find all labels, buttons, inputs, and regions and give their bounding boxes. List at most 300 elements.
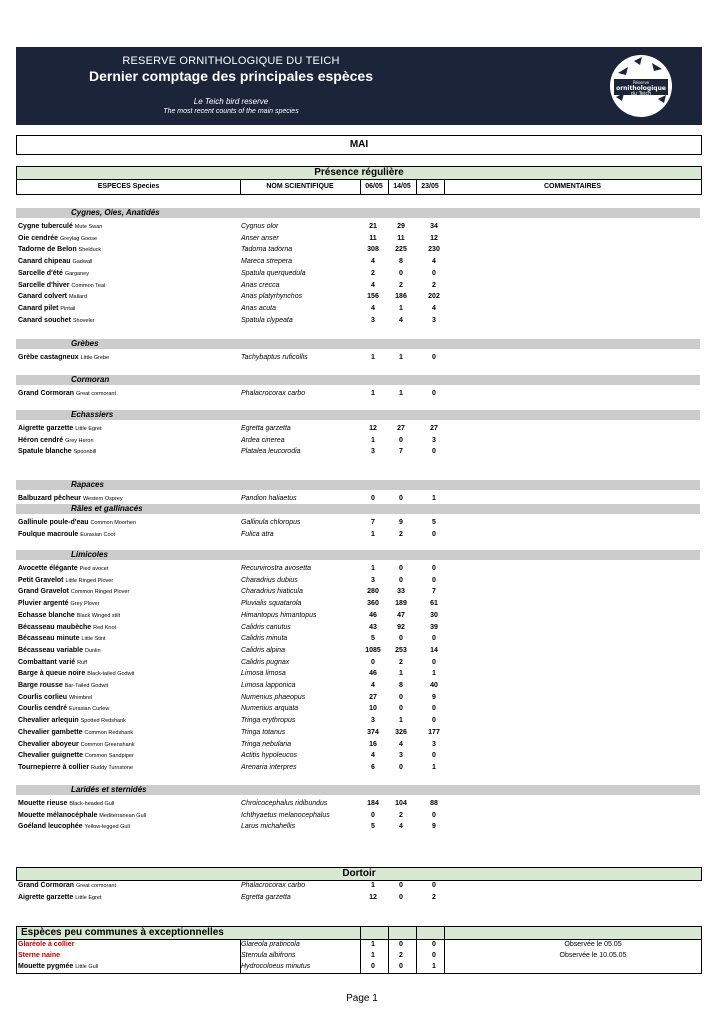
- table-row: [16, 517, 700, 528]
- common-name: Oie cendrée Greylag Goose: [18, 234, 98, 242]
- count-23-05: 202: [428, 293, 440, 301]
- count-23-05: 1: [432, 763, 436, 771]
- count-23-05: 9: [432, 823, 436, 831]
- table-row: [16, 950, 700, 961]
- count-14-05: 1: [399, 717, 403, 725]
- count-06-05: 0: [371, 495, 375, 502]
- english-name: Mediterranean Gull: [99, 812, 147, 819]
- count-23-05: 3: [432, 740, 436, 748]
- count-06-05: 5: [371, 823, 375, 831]
- english-name: Great cormorant: [75, 391, 116, 397]
- count-06-05: 156: [367, 293, 379, 301]
- count-23-05: 1: [432, 495, 436, 502]
- scientific-name: Glareola pratincola: [241, 941, 300, 948]
- count-23-05: 88: [430, 800, 438, 807]
- col-comments: COMMENTAIRES: [543, 183, 602, 190]
- scientific-name: Calidris pugnax: [241, 658, 290, 666]
- scientific-name: Actitis hypoleucos: [241, 752, 298, 760]
- count-06-05: 43: [369, 623, 377, 631]
- english-name: Black-headed Gull: [69, 801, 115, 807]
- table-row: [16, 563, 700, 574]
- count-14-05: 0: [399, 495, 403, 502]
- reserve-logo: [608, 53, 674, 119]
- count-23-05: 3: [432, 436, 436, 444]
- scientific-name: Cygnus olor: [241, 223, 279, 230]
- count-06-05: 0: [371, 658, 375, 666]
- count-06-05: 0: [371, 963, 375, 970]
- scientific-name: Tachybaptus ruficollis: [241, 354, 308, 361]
- count-23-05: 2: [432, 281, 436, 289]
- table-row: [16, 233, 700, 244]
- scientific-name: Calidris minuta: [241, 635, 288, 643]
- group-title: Rapaces: [71, 480, 104, 489]
- common-name: Canard chipeau Gadwall: [18, 258, 93, 266]
- english-name: Spoonbill: [73, 449, 97, 456]
- group-header: [16, 785, 700, 795]
- common-name: Chevalier guignette Common Sandpiper: [18, 752, 134, 760]
- count-23-05: 0: [432, 565, 436, 572]
- english-name: Dunlin: [84, 647, 101, 654]
- count-06-05: 4: [371, 281, 375, 289]
- common-name: Chevalier aboyeur Common Greenshank: [18, 740, 135, 748]
- count-23-05: 2: [432, 894, 436, 901]
- scientific-name: Fulica atra: [241, 530, 274, 538]
- logo-text-2: ornithologique: [616, 85, 666, 92]
- table-row: [16, 244, 700, 255]
- table-row: [16, 692, 700, 703]
- scientific-name: Sternula albifrons: [241, 952, 296, 959]
- count-23-05: 0: [432, 635, 436, 643]
- english-name: Eurasian Coot: [80, 531, 116, 538]
- table-row: [16, 291, 700, 302]
- english-name: Grey Plover: [70, 601, 100, 608]
- table-row: [16, 939, 700, 950]
- scientific-name: Pluvialis squatarola: [241, 600, 302, 608]
- scientific-name: Egretta garzetta: [241, 894, 291, 901]
- group-title: Cygnes, Oies, Anatidés: [71, 208, 160, 217]
- english-name: Mallard: [68, 294, 88, 301]
- count-14-05: 2: [399, 530, 403, 538]
- common-name: Aigrette garzette Little Egret: [18, 425, 102, 432]
- english-name: Grey Heron: [65, 437, 94, 444]
- common-name: Grand Cormoran Great cormorant: [18, 882, 116, 889]
- table-row: [16, 727, 700, 738]
- scientific-name: Anas platyrhynchos: [241, 293, 303, 301]
- count-23-05: 0: [432, 941, 436, 948]
- english-name: Ruddy Turnstone: [91, 764, 133, 771]
- count-06-05: 12: [369, 425, 377, 432]
- common-name: Petit Gravelot Little Ringed Plover: [18, 576, 114, 584]
- table-row: [16, 645, 700, 656]
- count-23-05: 4: [432, 304, 436, 312]
- group-header: [16, 375, 700, 385]
- english-name: Little Egret: [75, 895, 102, 901]
- table-row: [16, 575, 700, 586]
- count-14-05: 326: [395, 728, 407, 736]
- common-name: Echasse blanche Black Winged stilt: [18, 611, 121, 619]
- count-06-05: 1: [371, 941, 375, 948]
- count-06-05: 4: [371, 258, 375, 266]
- count-06-05: 4: [371, 304, 375, 312]
- count-14-05: 1: [399, 354, 403, 361]
- english-name: Red Knot: [93, 624, 117, 631]
- count-14-05: 0: [399, 565, 403, 572]
- common-name: Pluvier argenté Grey Plover: [18, 600, 100, 608]
- english-name: Shoveler: [72, 317, 95, 324]
- col-date-1: 06/05: [360, 180, 389, 194]
- count-23-05: 27: [430, 425, 438, 432]
- table-row: [16, 762, 700, 773]
- count-14-05: 104: [395, 800, 407, 807]
- common-name: Courlis cendré Eurasian Curlew: [18, 705, 110, 713]
- english-name: Pintail: [60, 305, 76, 312]
- common-name: Balbuzard pêcheur Western Osprey: [18, 495, 123, 502]
- scientific-name: Mareca strepera: [241, 258, 292, 266]
- scientific-name: Tringa totanus: [241, 728, 286, 736]
- scientific-name: Charadrius hiaticula: [241, 588, 303, 596]
- scientific-name: Hydrocoloeus minutus: [241, 963, 311, 970]
- count-06-05: 3: [371, 717, 375, 725]
- english-name: Whimbrel: [68, 694, 93, 701]
- group-title: Grèbes: [71, 339, 99, 348]
- table-row: [16, 703, 700, 714]
- common-name: Mouette pygmée Little Gull: [18, 963, 99, 970]
- table-row: [16, 303, 700, 314]
- table-row: [16, 610, 700, 621]
- count-14-05: 0: [399, 882, 403, 889]
- table-row: [16, 680, 700, 691]
- common-name: Glaréole à collier: [18, 941, 75, 948]
- scientific-name: Larus michahellis: [241, 823, 296, 831]
- scientific-name: Limosa lapponica: [241, 682, 296, 689]
- table-row: [16, 280, 700, 291]
- group-header: [16, 480, 700, 490]
- count-14-05: 0: [399, 894, 403, 901]
- count-06-05: 3: [371, 316, 375, 324]
- count-06-05: 0: [371, 811, 375, 819]
- count-14-05: 29: [397, 223, 405, 230]
- scientific-name: Platalea leucorodia: [241, 448, 301, 456]
- count-06-05: 1: [371, 565, 375, 572]
- table-row: [16, 268, 700, 279]
- scientific-name: Calidris canutus: [241, 623, 291, 631]
- scientific-name: Phalacrocorax carbo: [241, 882, 306, 889]
- count-06-05: 4: [371, 682, 375, 689]
- table-row: [16, 810, 700, 821]
- scientific-name: Spatula querquedula: [241, 269, 306, 277]
- english-name: Little Egret: [75, 426, 102, 432]
- count-06-05: 1085: [365, 646, 381, 654]
- count-23-05: 0: [432, 717, 436, 725]
- english-name: Common Greenshank: [80, 741, 135, 748]
- count-14-05: 4: [399, 823, 403, 831]
- english-subtitle: The most recent counts of the main species: [163, 108, 299, 115]
- count-23-05: 5: [432, 519, 436, 526]
- count-06-05: 46: [369, 670, 377, 678]
- scientific-name: Anas acuta: [241, 304, 277, 312]
- exceptional-band: [16, 926, 702, 940]
- english-name: Shelduck: [78, 247, 102, 254]
- count-14-05: 9: [399, 519, 403, 526]
- english-name: Bar-Tailed Godwit: [64, 683, 109, 689]
- count-06-05: 16: [369, 740, 377, 748]
- table-row: [16, 633, 700, 644]
- english-name: Little Ringed Plover: [65, 577, 114, 584]
- count-06-05: 1: [371, 390, 375, 397]
- scientific-name: Recurvirostra avosetta: [241, 565, 312, 572]
- english-name: Yellow-legged Gull: [84, 824, 130, 831]
- table-row: [16, 256, 700, 267]
- scientific-name: Charadrius dubius: [241, 576, 298, 584]
- count-06-05: 3: [371, 576, 375, 584]
- scientific-name: Himantopus himantopus: [241, 611, 317, 619]
- count-06-05: 6: [371, 763, 375, 771]
- common-name: Canard colvert Mallard: [18, 293, 88, 301]
- count-06-05: 2: [371, 269, 375, 277]
- table-row: [16, 598, 700, 609]
- common-name: Avocette élégante Pied avocet: [18, 565, 109, 572]
- count-06-05: 4: [371, 752, 375, 760]
- common-name: Courlis corlieu Whimbrel: [18, 693, 93, 701]
- count-23-05: 230: [428, 246, 440, 254]
- count-14-05: 4: [399, 316, 403, 324]
- scientific-name: Anas crecca: [241, 281, 280, 289]
- common-name: Goéland leucophée Yellow-legged Gull: [18, 823, 130, 831]
- english-name: Mute Swan: [74, 224, 103, 230]
- common-name: Foulque macroule Eurasian Coot: [18, 530, 116, 538]
- count-14-05: 1: [399, 670, 403, 678]
- scientific-name: Limosa limosa: [241, 670, 286, 678]
- common-name: Cygne tuberculé Mute Swan: [18, 223, 103, 230]
- table-row: [16, 821, 700, 832]
- scientific-name: Gallinula chloropus: [241, 519, 301, 526]
- scientific-name: Spatula clypeata: [241, 316, 293, 324]
- count-14-05: 0: [399, 963, 403, 970]
- col-species: ESPECES Species: [17, 180, 241, 194]
- count-23-05: 0: [432, 354, 436, 361]
- count-14-05: 0: [399, 635, 403, 643]
- count-14-05: 2: [399, 658, 403, 666]
- common-name: Aigrette garzette Little Egret: [18, 894, 102, 901]
- common-name: Canard souchet Shoveler: [18, 316, 95, 324]
- count-23-05: 0: [432, 576, 436, 584]
- count-14-05: 0: [399, 705, 403, 713]
- count-23-05: 0: [432, 390, 436, 397]
- reserve-name: RESERVE ORNITHOLOGIQUE DU TEICH: [122, 55, 340, 67]
- english-name: Garganey: [64, 270, 89, 277]
- table-row: [16, 880, 700, 891]
- group-header: [16, 339, 700, 349]
- count-14-05: 7: [399, 448, 403, 456]
- common-name: Barge à queue noire Black-tailed Godwit: [18, 670, 135, 678]
- count-23-05: 30: [430, 611, 438, 619]
- table-row: [16, 435, 700, 446]
- common-name: Chevalier arlequin Spotted Redshank: [18, 717, 126, 725]
- common-name: Grand Gravelot Common Ringed Plover: [18, 588, 130, 596]
- english-name: Western Osprey: [82, 496, 123, 502]
- table-row: [16, 657, 700, 668]
- count-14-05: 1: [399, 304, 403, 312]
- roost-band: Dortoir: [16, 867, 702, 881]
- count-14-05: 0: [399, 269, 403, 277]
- group-header: [16, 504, 700, 514]
- count-23-05: 177: [428, 728, 440, 736]
- comment: Observée le 05.05: [564, 941, 622, 948]
- col-date-3: 23/05: [416, 180, 445, 194]
- english-name: Black-tailed Godwit: [87, 671, 135, 678]
- count-14-05: 253: [395, 646, 407, 654]
- common-name: Bécasseau maubèche Red Knot: [18, 623, 117, 631]
- english-name: Little Stint: [81, 636, 106, 643]
- count-14-05: 2: [399, 811, 403, 819]
- common-name: Combattant varié Ruff: [18, 658, 88, 666]
- common-name: Canard pilet Pintail: [18, 304, 76, 312]
- count-23-05: 1: [432, 670, 436, 678]
- scientific-name: Ichthyaetus melanocephalus: [241, 811, 330, 819]
- group-title: Cormoran: [71, 375, 110, 384]
- scientific-name: Phalacrocorax carbo: [241, 390, 306, 397]
- count-23-05: 34: [430, 223, 438, 230]
- count-06-05: 46: [369, 611, 377, 619]
- count-14-05: 0: [399, 436, 403, 444]
- scientific-name: Calidris alpina: [241, 646, 285, 654]
- page-title: Dernier comptage des principales espèces: [88, 68, 373, 84]
- count-06-05: 1: [371, 952, 375, 959]
- common-name: Bécasseau minute Little Stint: [18, 635, 106, 643]
- col-date-2: 14/05: [388, 180, 417, 194]
- count-23-05: 7: [432, 588, 436, 596]
- count-14-05: 8: [399, 682, 403, 689]
- scientific-name: Egretta garzetta: [241, 425, 291, 432]
- scientific-name: Pandion haliaetus: [241, 495, 297, 502]
- group-header: [16, 410, 700, 420]
- scientific-name: Ardea cinerea: [241, 436, 285, 444]
- count-14-05: 92: [397, 623, 405, 631]
- count-06-05: 184: [367, 800, 379, 807]
- count-14-05: 27: [397, 425, 405, 432]
- table-row: [16, 221, 700, 232]
- group-header: [16, 208, 700, 218]
- count-14-05: 189: [395, 600, 407, 608]
- english-name: Spotted Redshank: [80, 718, 126, 725]
- scientific-name: Tringa nebularia: [241, 740, 292, 748]
- count-14-05: 0: [399, 693, 403, 701]
- english-name: Greylag Goose: [60, 235, 98, 242]
- common-name: Sarcelle d'été Garganey: [18, 269, 89, 277]
- common-name: Sarcelle d'hiver Common Teal: [18, 281, 106, 289]
- count-23-05: 12: [430, 234, 438, 242]
- common-name: Spatule blanche Spoonbill: [18, 448, 97, 456]
- count-06-05: 11: [369, 234, 377, 242]
- common-name: Grand Cormoran Great cormorant: [18, 390, 116, 397]
- count-06-05: 1: [371, 354, 375, 361]
- count-23-05: 0: [432, 269, 436, 277]
- scientific-name: Anser anser: [241, 234, 279, 242]
- common-name: Gallinule poule-d'eau Common Moorhen: [18, 519, 136, 526]
- count-23-05: 0: [432, 705, 436, 713]
- count-14-05: 3: [399, 752, 403, 760]
- common-name: Bécasseau variable Dunlin: [18, 646, 101, 654]
- count-06-05: 280: [367, 588, 379, 596]
- count-06-05: 308: [367, 246, 379, 254]
- group-title: Laridés et sternidés: [71, 785, 147, 794]
- count-14-05: 0: [399, 576, 403, 584]
- common-name: Héron cendré Grey Heron: [18, 436, 94, 444]
- table-row: [16, 739, 700, 750]
- scientific-name: Tadorna tadorna: [241, 246, 293, 254]
- count-23-05: 0: [432, 882, 436, 889]
- scientific-name: Arenaria interpres: [241, 763, 297, 771]
- comment: Observée le 10.05.05: [559, 952, 627, 959]
- count-06-05: 7: [371, 519, 375, 526]
- english-name: Gadwall: [72, 259, 93, 266]
- english-name: Little Gull: [75, 964, 99, 970]
- count-06-05: 1: [371, 530, 375, 538]
- count-14-05: 47: [397, 611, 405, 619]
- count-23-05: 39: [430, 623, 438, 631]
- english-name: Common Redshank: [84, 729, 134, 736]
- english-name: Little Grebe: [80, 355, 110, 361]
- month-label: MAI: [16, 135, 702, 155]
- count-06-05: 5: [371, 635, 375, 643]
- count-14-05: 4: [399, 740, 403, 748]
- table-row: [16, 715, 700, 726]
- count-14-05: 8: [399, 258, 403, 266]
- count-23-05: 1: [432, 963, 436, 970]
- table-row: [16, 315, 700, 326]
- count-06-05: 374: [367, 728, 379, 736]
- english-name: Common Moorhen: [90, 520, 136, 526]
- count-23-05: 40: [430, 682, 438, 689]
- table-row: [16, 446, 700, 457]
- count-06-05: 1: [371, 436, 375, 444]
- count-14-05: 0: [399, 941, 403, 948]
- count-14-05: 0: [399, 763, 403, 771]
- scientific-name: Tringa erythropus: [241, 717, 296, 725]
- common-name: Barge rousse Bar-Tailed Godwit: [18, 682, 109, 689]
- english-name: Great cormorant: [75, 883, 116, 889]
- count-23-05: 0: [432, 658, 436, 666]
- count-14-05: 1: [399, 390, 403, 397]
- group-title: Limicoles: [71, 550, 108, 559]
- table-row: [16, 423, 700, 434]
- count-23-05: 0: [432, 811, 436, 819]
- column-headers: [16, 179, 702, 195]
- group-header: [16, 550, 700, 560]
- count-14-05: 225: [395, 246, 407, 254]
- english-name: Common Teal: [71, 282, 106, 289]
- count-23-05: 4: [432, 258, 436, 266]
- english-title: Le Teich bird reserve: [193, 97, 269, 106]
- count-14-05: 33: [397, 588, 405, 596]
- exceptional-band-label: Espèces peu communes à exceptionnelles: [21, 927, 224, 938]
- scientific-name: Numenius phaeopus: [241, 693, 306, 701]
- group-title: Echassiers: [71, 410, 114, 419]
- group-title: Râles et gallinacés: [71, 504, 143, 513]
- count-23-05: 9: [432, 693, 436, 701]
- common-name: Mouette mélanocéphale Mediterranean Gull: [18, 811, 147, 819]
- common-name: Mouette rieuse Black-headed Gull: [18, 800, 115, 807]
- count-23-05: 0: [432, 752, 436, 760]
- english-name: Common Ringed Plover: [70, 589, 130, 596]
- count-14-05: 186: [395, 293, 407, 301]
- count-23-05: 0: [432, 952, 436, 959]
- english-name: Pied avocet: [79, 566, 109, 572]
- scientific-name: Chroicocephalus ridibundus: [241, 800, 328, 807]
- count-06-05: 1: [371, 882, 375, 889]
- count-06-05: 10: [369, 705, 377, 713]
- count-06-05: 27: [369, 693, 377, 701]
